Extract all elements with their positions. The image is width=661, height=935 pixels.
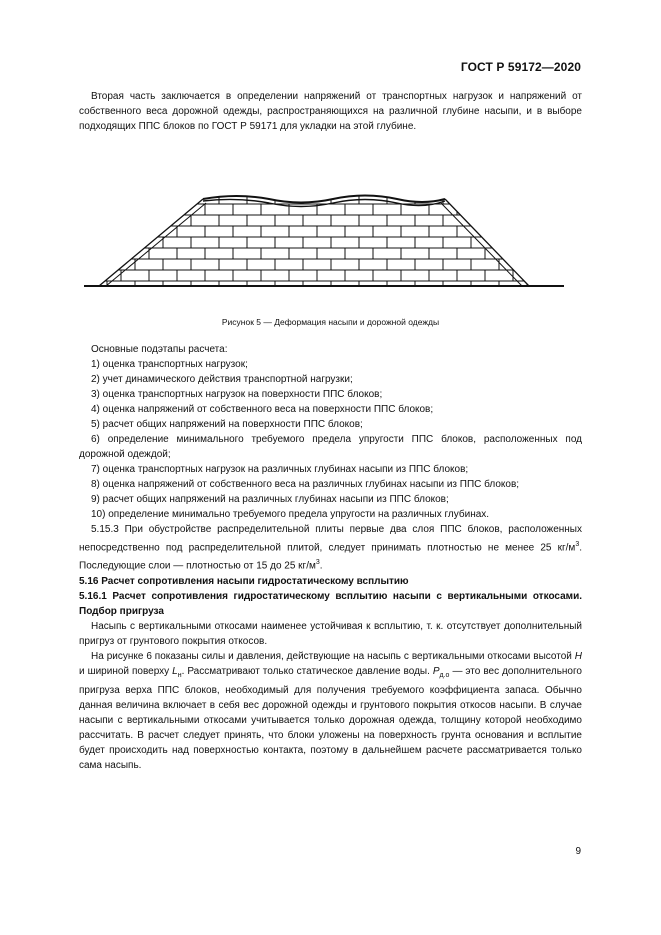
list-item: 3) оценка транспортных нагрузок на поверхности ППС блоков; xyxy=(91,389,383,400)
embankment-drawing xyxy=(79,141,582,301)
p2-text-a: На рисунке 6 показаны силы и давления, действующие на насыпь с вертикальными откосами высотой xyxy=(91,650,575,662)
symbol-h: H xyxy=(574,650,582,662)
list-item: 8) оценка напряжений от собственного веса на различных глубинах насыпи из ППС блоков; xyxy=(91,479,520,490)
figure-caption: Рисунок 5 — Деформация насыпи и дорожной одежды xyxy=(221,317,440,327)
document-number: ГОСТ Р 59172—2020 xyxy=(460,60,581,74)
page-content xyxy=(79,89,582,773)
symbol-p: P xyxy=(432,665,440,677)
section-5-16-1-heading: 5.16.1 Расчет сопротивления гидростатическому всплытию насыпи с вертикальными откосами. Подбор пригруза xyxy=(79,590,582,617)
section-5-16-1-paragraph-1: Насыпь с вертикальными откосами наименее устойчивая к всплытию, т. к. отсутствует дополнительный пригруз от грунтового покрытия откосов. xyxy=(79,620,582,647)
section-5-16-1-paragraph-2 xyxy=(79,649,582,773)
list-item: 9) расчет общих напряжений на различных глубинах насыпи из ППС блоков; xyxy=(91,494,449,505)
p2-text-c: . Рассматривают только статическое давление воды. xyxy=(181,665,433,677)
list-item: 5) расчет общих напряжений на поверхности ППС блоков; xyxy=(91,419,363,430)
symbol-l: L xyxy=(172,665,178,677)
list-item: 1) оценка транспортных нагрузок; xyxy=(91,359,248,370)
paragraph-5-15-3-text: 5.15.3 При обустройстве распределительной плиты первые два слоя ППС блоков, расположенных непосредственно под распределительной плитой, следует принимать плотностью не менее 25 кг/м xyxy=(79,524,582,554)
superscript: 3 xyxy=(575,541,580,548)
stages-heading: Основные подэтапы расчета: xyxy=(91,344,228,355)
paragraph-5-15-3-text2: . Последующие слои — плотностью от 15 до 25 кг/м xyxy=(79,542,582,572)
page-number: 9 xyxy=(575,846,581,857)
figure-embankment-deformation xyxy=(79,141,582,301)
list-item: 7) оценка транспортных нагрузок на различных глубинах насыпи из ППС блоков; xyxy=(91,464,469,475)
list-item: 6) определение минимального требуемого предела упругости ППС блоков, расположенных под дорожной одеждой; xyxy=(79,434,582,460)
stages-list xyxy=(79,357,582,522)
section-5-16-heading: 5.16 Расчет сопротивления насыпи гидростатическому всплытию xyxy=(79,575,409,587)
subscript: н xyxy=(177,671,182,679)
list-item: 10) определение минимально требуемого предела упругости на различных глубинах. xyxy=(91,509,490,520)
p2-text-d: — это вес дополнительного пригруза верха ППС блоков, необходимый для получения требуемого коэффициента запаса. Обычно данная величина включает в себя вес дорожной одежды и грунтового покрытия откосов насыпи. В случае насыпи с вертикальными откосами учитывается только дорожная одежда, толщину которой необходимо рассчитать. В расчет следует принять, что блоки уложены на поверхность грунта основания и всплытие будет происходить над поверхностью контакта, поэтому в дальнейшем расчете рассматривается только сама насыпь. xyxy=(79,665,582,771)
superscript: 3 xyxy=(315,559,320,567)
paragraph-5-15-3 xyxy=(79,522,582,574)
subscript: д.о xyxy=(439,671,450,679)
list-item: 4) оценка напряжений от собственного веса на поверхности ППС блоков; xyxy=(91,404,434,415)
p2-text-b: и шириной поверху xyxy=(79,665,173,677)
paragraph-5-15-3-text3: . xyxy=(319,560,323,572)
intro-paragraph: Вторая часть заключается в определении напряжений от транспортных нагрузок и напряжений от собственного веса дорожной одежды, распространяющихся на различной глубине насыпи, и в выборе подходящих ППС блоков по ГОСТ Р 59171 для укладки на этой глубине. xyxy=(79,91,582,132)
list-item: 2) учет динамического действия транспортной нагрузки; xyxy=(91,374,353,385)
